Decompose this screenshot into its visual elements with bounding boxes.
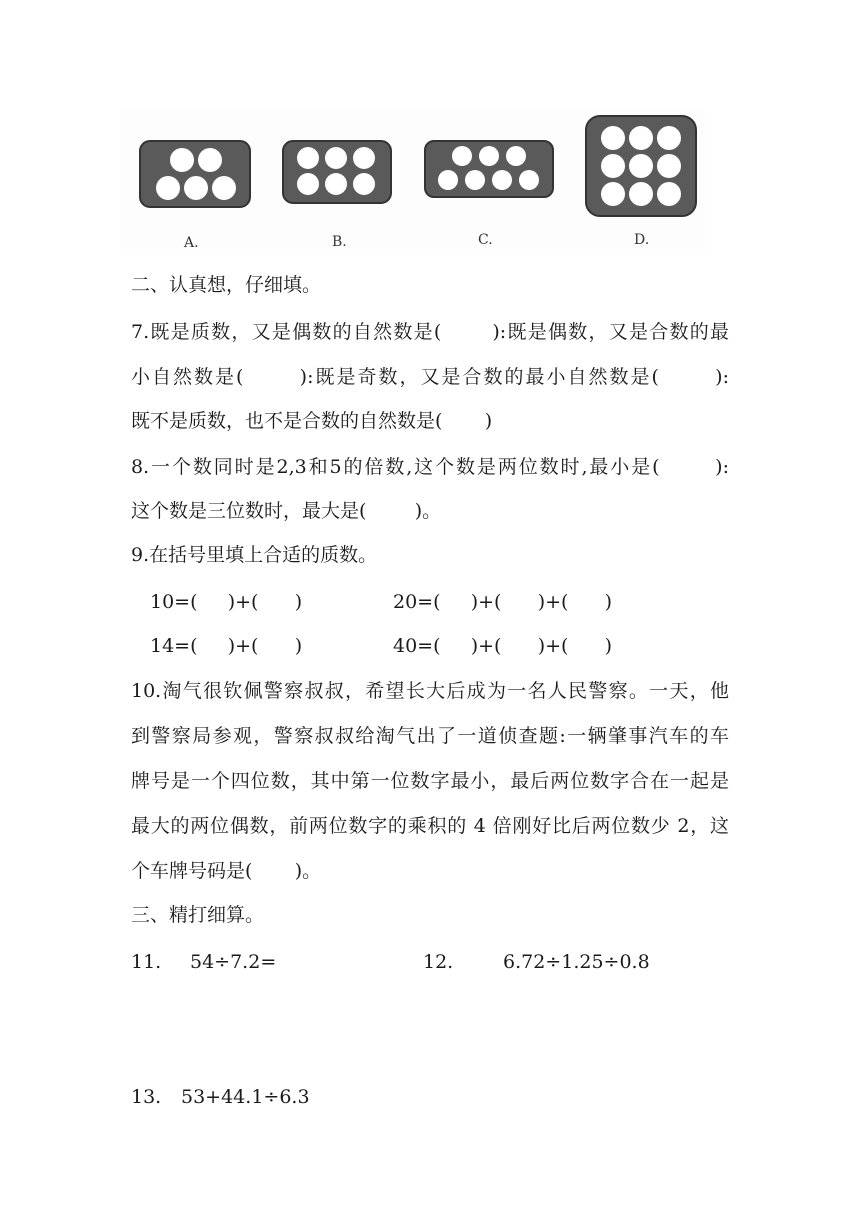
q13-expression: 53+44.1÷6.3 bbox=[181, 1086, 310, 1108]
q10-line-3: 牌号是一个四位数，其中第一位数字最小，最后两位数字合在一起是 bbox=[131, 770, 729, 792]
q9-eq-20: 20=( )+( )+( ) bbox=[393, 591, 613, 613]
q10-line-4: 最大的两位偶数，前两位数字的乘积的 4 倍刚好比后两位数少 2，这 bbox=[131, 815, 729, 837]
q9-eq-10: 10=( )+( ) bbox=[150, 591, 303, 613]
option-c-tray bbox=[425, 141, 553, 197]
q8-line-2: 这个数是三位数时，最大是( )。 bbox=[131, 500, 442, 522]
q12-expression: 6.72÷1.25÷0.8 bbox=[503, 951, 650, 973]
q9-eq-40: 40=( )+( )+( ) bbox=[393, 635, 613, 657]
section-2-title: 二、认真想，仔细填。 bbox=[131, 274, 322, 296]
option-a-label: A. bbox=[184, 235, 199, 251]
option-b-tray bbox=[283, 141, 391, 203]
option-d-tray bbox=[586, 116, 696, 216]
section-3-title: 三、精打细算。 bbox=[131, 904, 265, 926]
q13-number: 13. bbox=[131, 1086, 162, 1108]
q11-expression: 54÷7.2= bbox=[190, 951, 277, 973]
q9-eq-14: 14=( )+( ) bbox=[150, 635, 303, 657]
option-c-label: C. bbox=[478, 232, 493, 248]
answer-options-figure bbox=[120, 108, 705, 254]
option-a-tray bbox=[140, 141, 250, 207]
q10-line-2: 到警察局参观，警察叔叔给淘气出了一道侦查题:一辆肇事汽车的车 bbox=[131, 725, 729, 747]
option-b-label: B. bbox=[332, 234, 347, 250]
q9-title: 9.在括号里填上合适的质数。 bbox=[131, 544, 378, 566]
q7-line-2: 小自然数是( ):既是奇数，又是合数的最小自然数是( ): bbox=[131, 366, 729, 388]
q8-line-1: 8.一个数同时是2,3和5的倍数,这个数是两位数时,最小是( ): bbox=[131, 456, 729, 478]
option-d-label: D. bbox=[634, 232, 650, 248]
q7-line-1: 7.既是质数，又是偶数的自然数是( ):既是偶数，又是合数的最 bbox=[131, 321, 729, 343]
q12-number: 12. bbox=[423, 951, 454, 973]
q10-line-5: 个车牌号码是( )。 bbox=[131, 860, 322, 882]
q10-line-1: 10.淘气很钦佩警察叔叔，希望长大后成为一名人民警察。一天，他 bbox=[131, 680, 729, 702]
trays-svg bbox=[120, 108, 705, 254]
q11-number: 11. bbox=[131, 951, 162, 973]
q7-line-3: 既不是质数，也不是合数的自然数是( ) bbox=[131, 410, 493, 432]
